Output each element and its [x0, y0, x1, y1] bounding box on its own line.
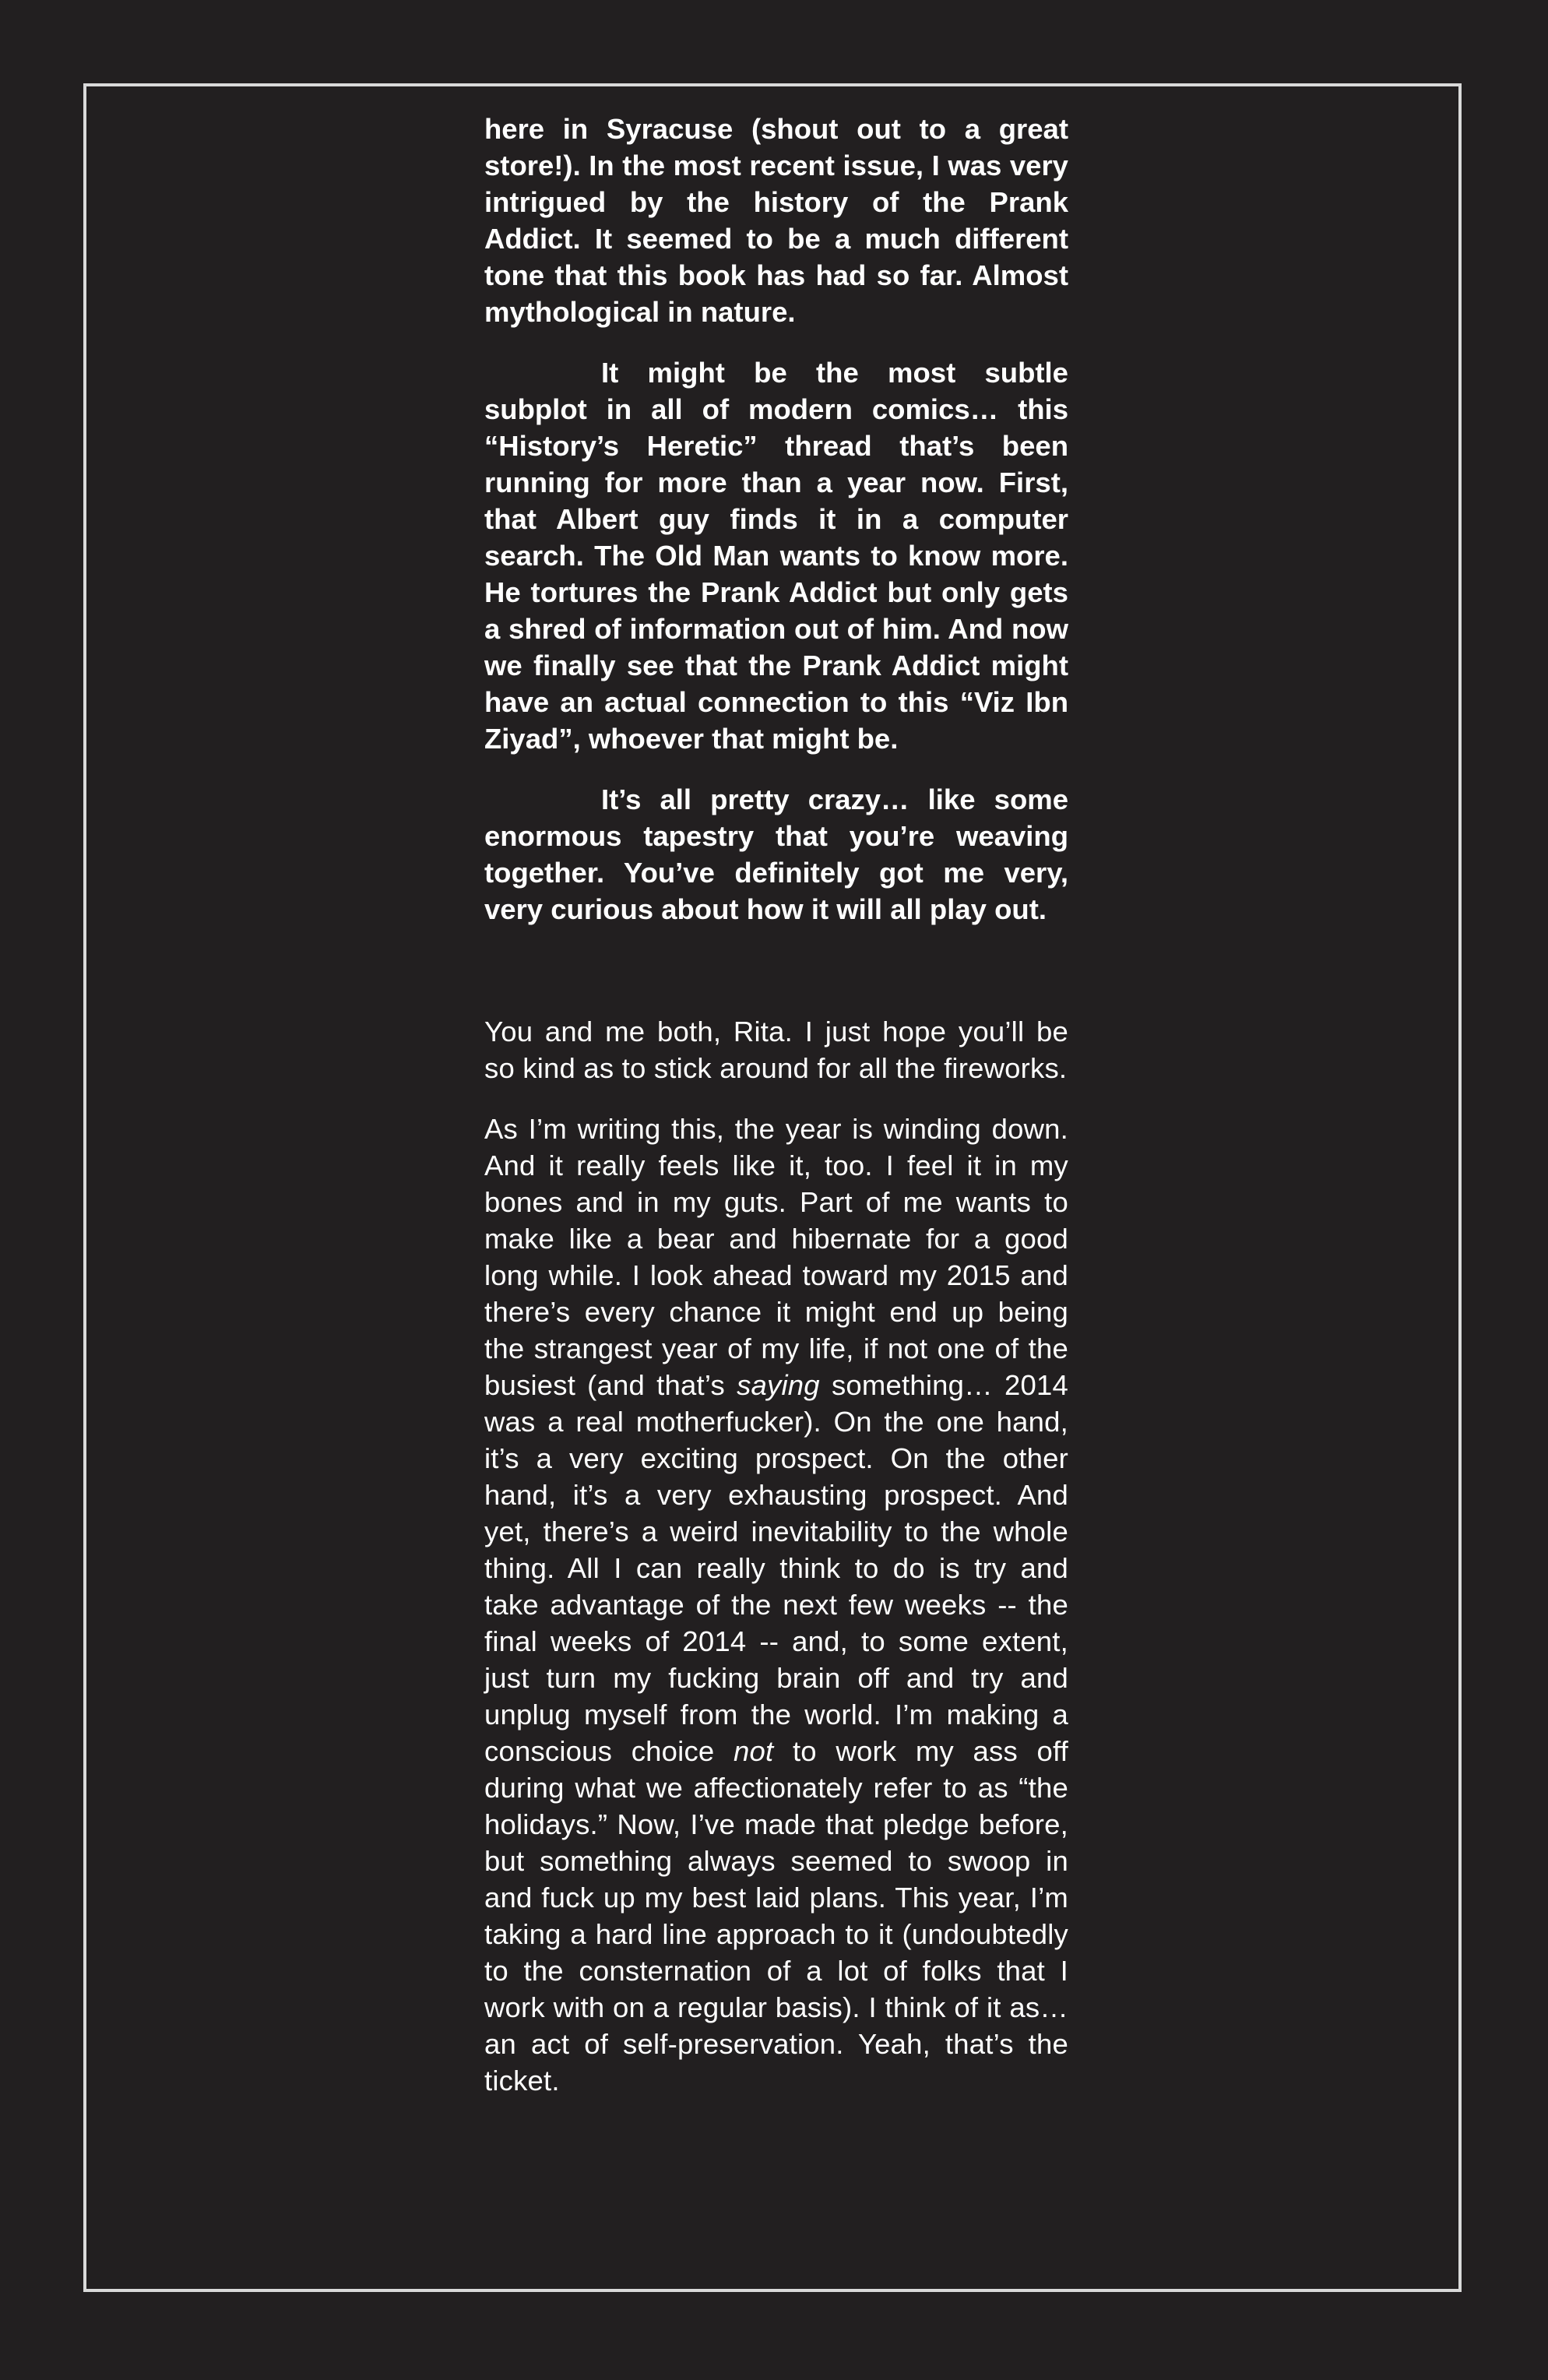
reply-text: to work my ass off during what we affectionately refer to as “the holidays.” Now, I’ve made that pledge before, but something always seemed to swoop in and fuck up my best laid plans. This year, I’m taking a hard line approach to it (undoubtedly to the consternation of a lot of folks that I work with on a regular basis). I think of it as… an act of self-preservation. Yeah, that’s the ticket. — [484, 1735, 1069, 2097]
reply-paragraph: You and me both, Rita. I just hope you’ll be so kind as to stick around for all the fireworks. — [484, 1016, 1068, 1084]
letter-paragraph: It might be the most subtle subplot in all of modern comics… this “History’s Heretic” thread that’s been running for more than a year now. First, that Albert guy finds it in a computer search. The Old Man wants to know more. He tortures the Prank Addict but only gets a shred of information out of him. And now we finally see that the Prank Addict might have an actual connection to this “Viz Ibn Ziyad”, whoever that might be. — [484, 357, 1068, 755]
emphasis-text: not — [734, 1735, 774, 1767]
text-column — [484, 111, 1068, 2123]
reply-paragraph — [484, 1111, 1068, 2099]
letter-paragraph: It’s all pretty crazy… like some enormous tapestry that you’re weaving together. You’ve definitely got me very, very curious about how it will all play out. — [484, 783, 1068, 925]
reply-text: As I’m writing this, the year is winding down. And it really feels like it, too. I feel it in my bones and in my guts. Part of me wants to make like a bear and hibernate for a good long while. I look ahead toward my 2015 and there’s every chance it might end up being the strangest year of my life, if not one of the busiest (and that’s — [484, 1113, 1068, 1401]
reply-text: something… 2014 was a real motherfucker). On the one hand, it’s a very exciting prospect. On the other hand, it’s a very exhausting prospect. And yet, there’s a weird inevitability to the whole thing. All I can really think to do is try and take advantage of the next few weeks -- the final weeks of 2014 -- and, to some extent, just turn my fucking brain off and try and unplug myself from the world. I’m making a conscious choice — [484, 1369, 1068, 1767]
reader-letter — [484, 111, 1068, 928]
emphasis-text: saying — [737, 1369, 820, 1401]
letter-paragraph: here in Syracuse (shout out to a great store!). In the most recent issue, I was very intrigued by the history of the Prank Addict. It seemed to be a much different tone that this book has had so far. Almost mythological in nature. — [484, 113, 1068, 328]
editor-reply — [484, 1013, 1068, 2099]
